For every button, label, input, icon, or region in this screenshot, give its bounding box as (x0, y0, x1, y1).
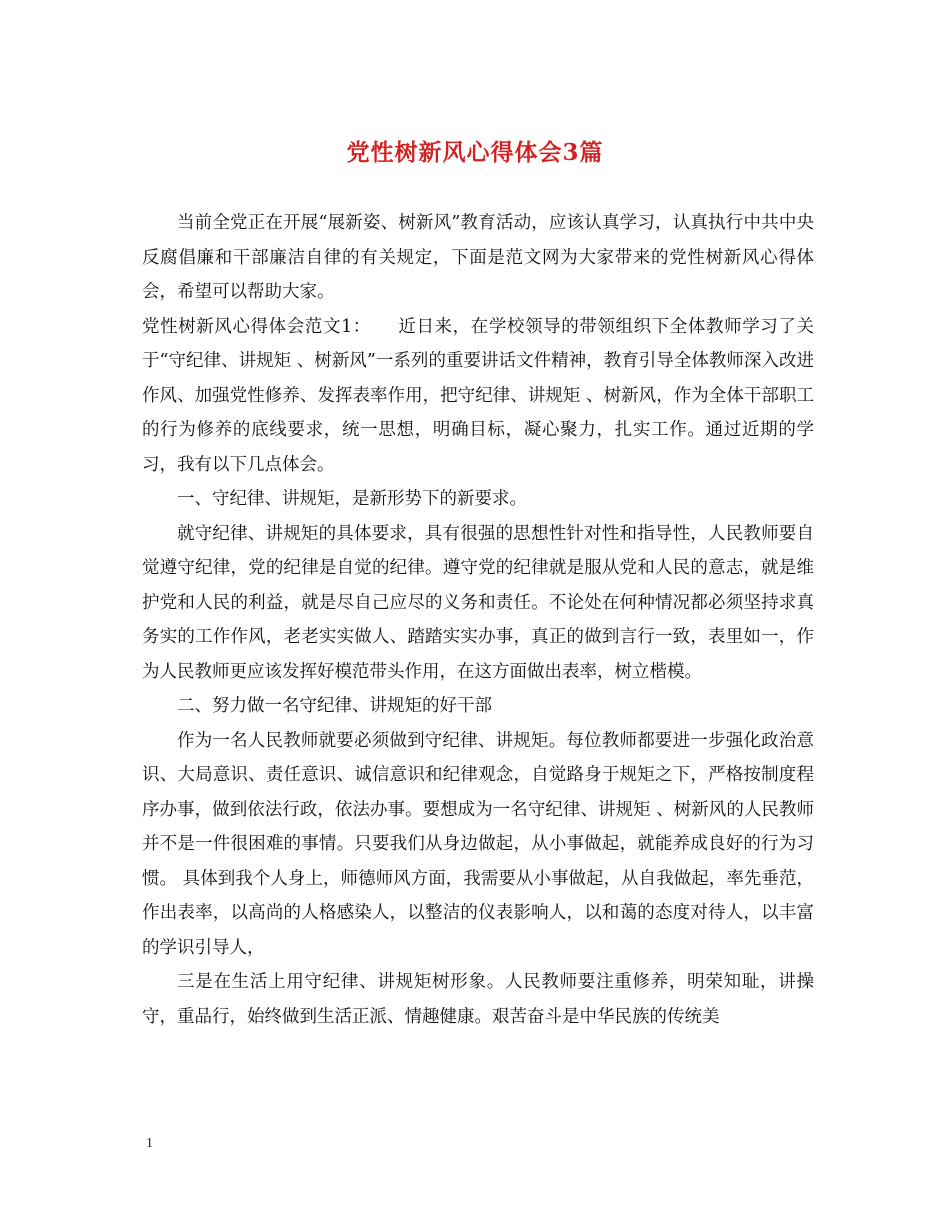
page-number: 1 (146, 1136, 153, 1151)
paragraph-heading-3: 三是在生活上用守纪律、讲规矩树形象。人民教师要注重修养，明荣知耻，讲操守，重品行，始终做到生活正派、情趣健康。艰苦奋斗是中华民族的传统美 (142, 972, 814, 1027)
document-body (142, 206, 814, 1034)
paragraph-intro: 当前全党正在开展“展新姿、树新风”教育活动，应该认真学习，认真执行中共中央反腐倡廉和干部廉洁自律的有关规定，下面是范文网为大家带来的党性树新风心得体会，希望可以帮助大家。 (142, 213, 814, 302)
paragraph-discipline: 就守纪律、讲规矩的具体要求，具有很强的思想性针对性和指导性，人民教师要自觉遵守纪律，党的纪律是自觉的纪律。遵守党的纪律就是服从党和人民的意志，就是维护党和人民的利益，就是尽自己应尽的义务和责任。不论处在何种情况都必须坚持求真务实的工作作风，老老实实做人、踏踏实实办事，真正的做到言行一致，表里如一，作为人民教师更应该发挥好模范带头作用，在这方面做出表率，树立楷模。 (142, 523, 814, 682)
paragraph-sample-1: 党性树新风心得体会范文1： 近日来，在学校领导的带领组织下全体教师学习了关于“守纪律、讲规矩 、树新风”一系列的重要讲话文件精神，教育引导全体教师深入改进作风、加强党性修养、发挥表率作用，把守纪律、讲规矩 、树新风，作为全体干部职工的行为修养的底线要求，统一思想，明确目标，凝心聚力，扎实工作。通过近期的学习，我有以下几点体会。 (142, 316, 814, 475)
document-title: 党性树新风心得体会3篇 (346, 139, 604, 166)
paragraph-heading-1: 一、守纪律、讲规矩，是新形势下的新要求。 (177, 489, 527, 509)
paragraph-heading-2: 二、努力做一名守纪律、讲规矩的好干部 (177, 696, 492, 716)
paragraph-teacher: 作为一名人民教师就要必须做到守纪律、讲规矩。每位教师都要进一步强化政治意识、大局意识、责任意识、诚信意识和纪律观念，自觉路身于规矩之下，严格按制度程序办事，做到依法行政，依法办事。要想成为一名守纪律、讲规矩 、树新风的人民教师并不是一件很困难的事情。只要我们从身边做起，从小事做起，就能养成良好的行为习惯。 具体到我个人身上，师德师风方面，我需要从小事做起，从自我做起，率先垂范，作出表率，以高尚的人格感染人，以整洁的仪表影响人，以和蔼的态度对待人，以丰富的学识引导人， (142, 730, 814, 958)
